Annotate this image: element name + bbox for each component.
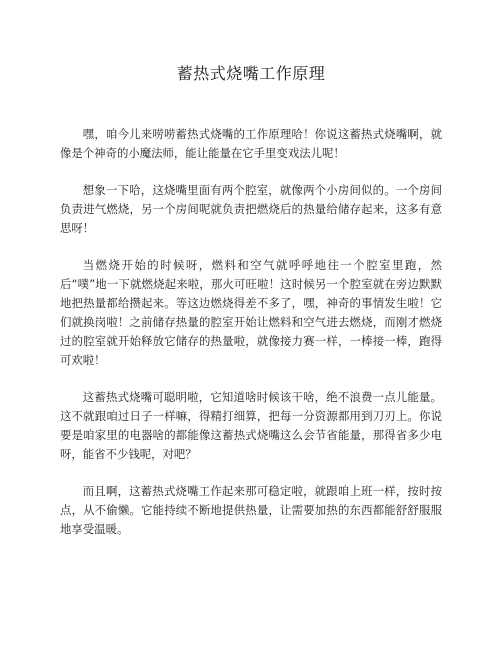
paragraph-4: 这蓄热式烧嘴可聪明啦，它知道啥时候该干啥，绝不浪费一点儿能量。这不就跟咱过日子一样嘛，得精打细算，把每一分资源都用到刀刃上。你说要是咱家里的电器啥的都能像这蓄热式烧嘴这么会节省能量，那得省多少电呀，能省不少钱呢，对吧？ xyxy=(60,390,442,461)
paragraph-2: 想象一下哈，这烧嘴里面有两个腔室，就像两个小房间似的。一个房间负责进气燃烧，另一个房间呢就负责把燃烧后的热量给储存起来，这多有意思呀！ xyxy=(60,183,442,235)
paragraph-3: 当燃烧开始的时候呀，燃料和空气就呼呼地往一个腔室里跑，然后“噗”地一下就燃烧起来啦，那火可旺啦！这时候另一个腔室就在旁边默默地把热量都给攒起来。等这边燃烧得差不多了，嘿，神奇的事情发生啦！它们就换岗啦！之前储存热量的腔室开始让燃料和空气进去燃烧，而刚才燃烧过的腔室就开始释放它储存的热量啦，就像接力赛一样，一棒接一棒，跑得可欢啦！ xyxy=(60,258,442,367)
paragraph-5: 而且啊，这蓄热式烧嘴工作起来那可稳定啦，就跟咱上班一样，按时按点，从不偷懒。它能持续不断地提供热量，让需要加热的东西都能舒舒服服地享受温暖。 xyxy=(60,484,442,536)
document-body xyxy=(60,125,442,557)
page-title: 蓄热式烧嘴工作原理 xyxy=(176,64,326,83)
paragraph-1: 嘿，咱今儿来唠唠蓄热式烧嘴的工作原理哈！你说这蓄热式烧嘴啊，就像是个神奇的小魔法师，能让能量在它手里变戏法儿呢！ xyxy=(60,127,442,160)
